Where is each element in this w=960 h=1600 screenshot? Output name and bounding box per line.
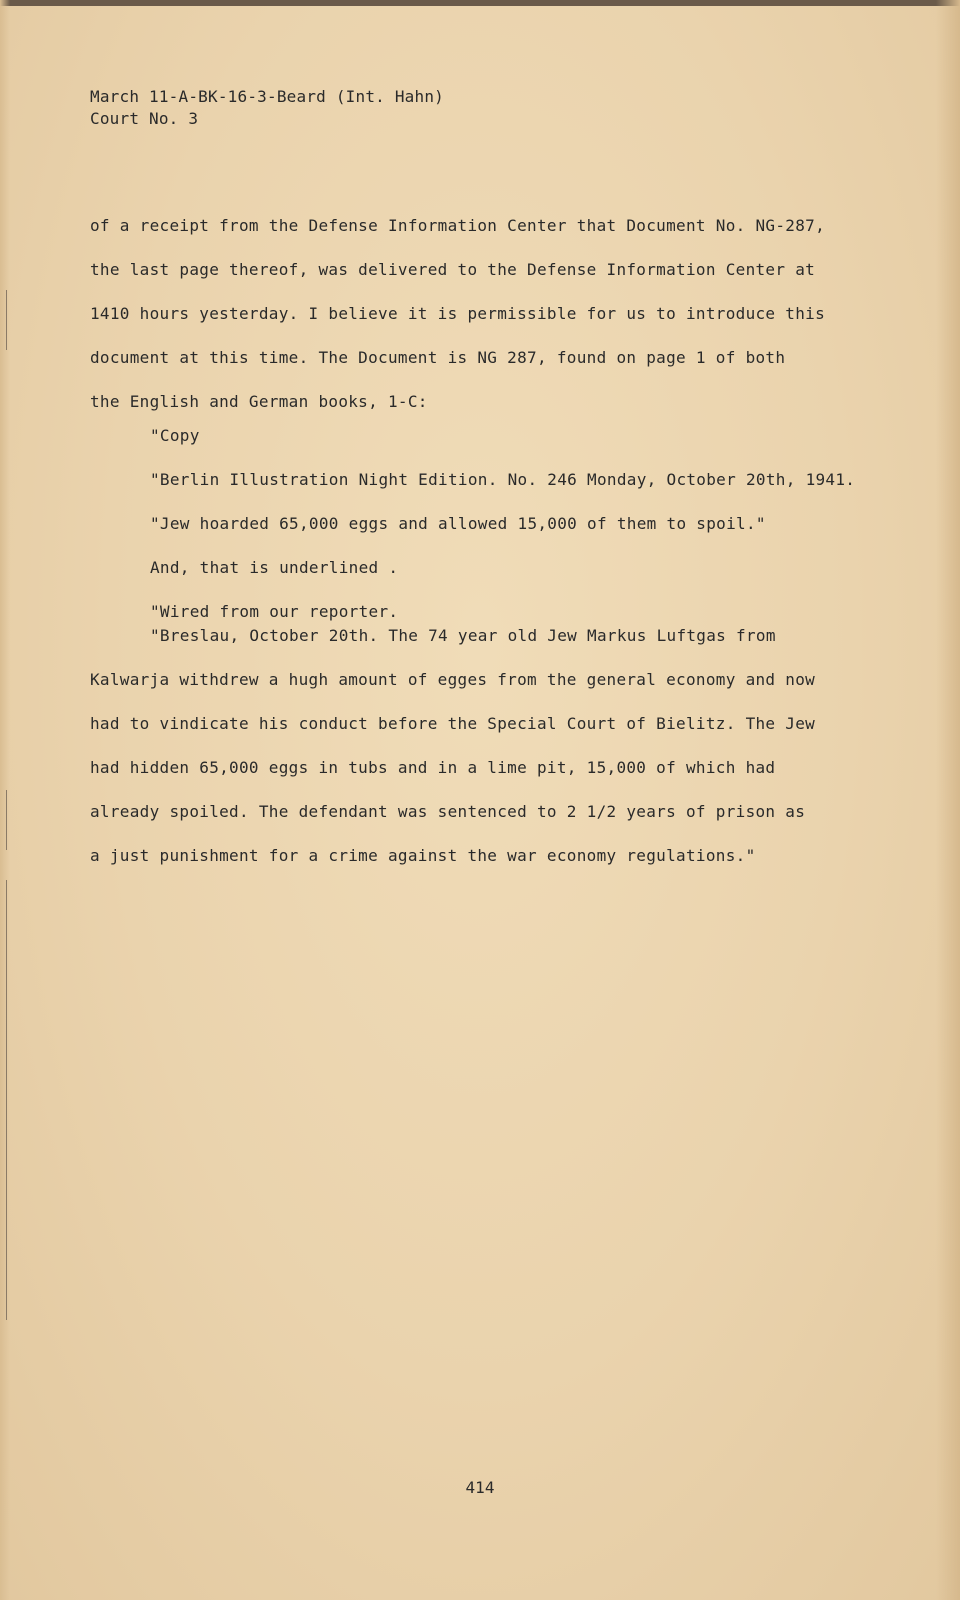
quoted-document [90, 414, 910, 634]
top-edge-shadow [0, 0, 960, 6]
document-header [90, 86, 444, 130]
article-line: had hidden 65,000 eggs in tubs and in a lime pit, 15,000 of which had [90, 758, 776, 777]
body-line: the last page thereof, was delivered to the Defense Information Center at [90, 260, 816, 279]
article-line: "Breslau, October 20th. The 74 year old Jew Markus Luftgas from [150, 626, 776, 645]
article-line: had to vindicate his conduct before the Special Court of Bielitz. The Jew [90, 714, 816, 733]
quote-line: "Jew hoarded 65,000 eggs and allowed 15,000 of them to spoil." [150, 514, 766, 533]
body-line: of a receipt from the Defense Information Center that Document No. NG-287, [90, 216, 826, 235]
body-paragraph [90, 204, 910, 424]
left-edge-mark [6, 290, 7, 350]
quote-line: "Copy [150, 426, 200, 445]
header-reference: March 11-A-BK-16-3-Beard (Int. Hahn) [90, 87, 444, 106]
article-line: a just punishment for a crime against the war economy regulations." [90, 846, 756, 865]
article-paragraph [90, 614, 910, 878]
quote-line: "Berlin Illustration Night Edition. No. 246 Monday, October 20th, 1941. [150, 470, 856, 489]
left-edge-mark [6, 790, 7, 850]
right-edge-shadow [936, 0, 960, 1600]
body-line: the English and German books, 1-C: [90, 392, 428, 411]
article-line: already spoiled. The defendant was sentenced to 2 1/2 years of prison as [90, 802, 806, 821]
header-court: Court No. 3 [90, 109, 199, 128]
quote-line: And, that is underlined . [150, 558, 399, 577]
article-line: Kalwarja withdrew a hugh amount of egges from the general economy and now [90, 670, 816, 689]
left-edge-mark [6, 880, 7, 1320]
page-number: 414 [465, 1478, 495, 1497]
body-line: document at this time. The Document is NG 287, found on page 1 of both [90, 348, 786, 367]
left-edge-shadow [0, 0, 10, 1600]
quote-line: "Wired from our reporter. [150, 602, 399, 621]
body-line: 1410 hours yesterday. I believe it is permissible for us to introduce this [90, 304, 826, 323]
